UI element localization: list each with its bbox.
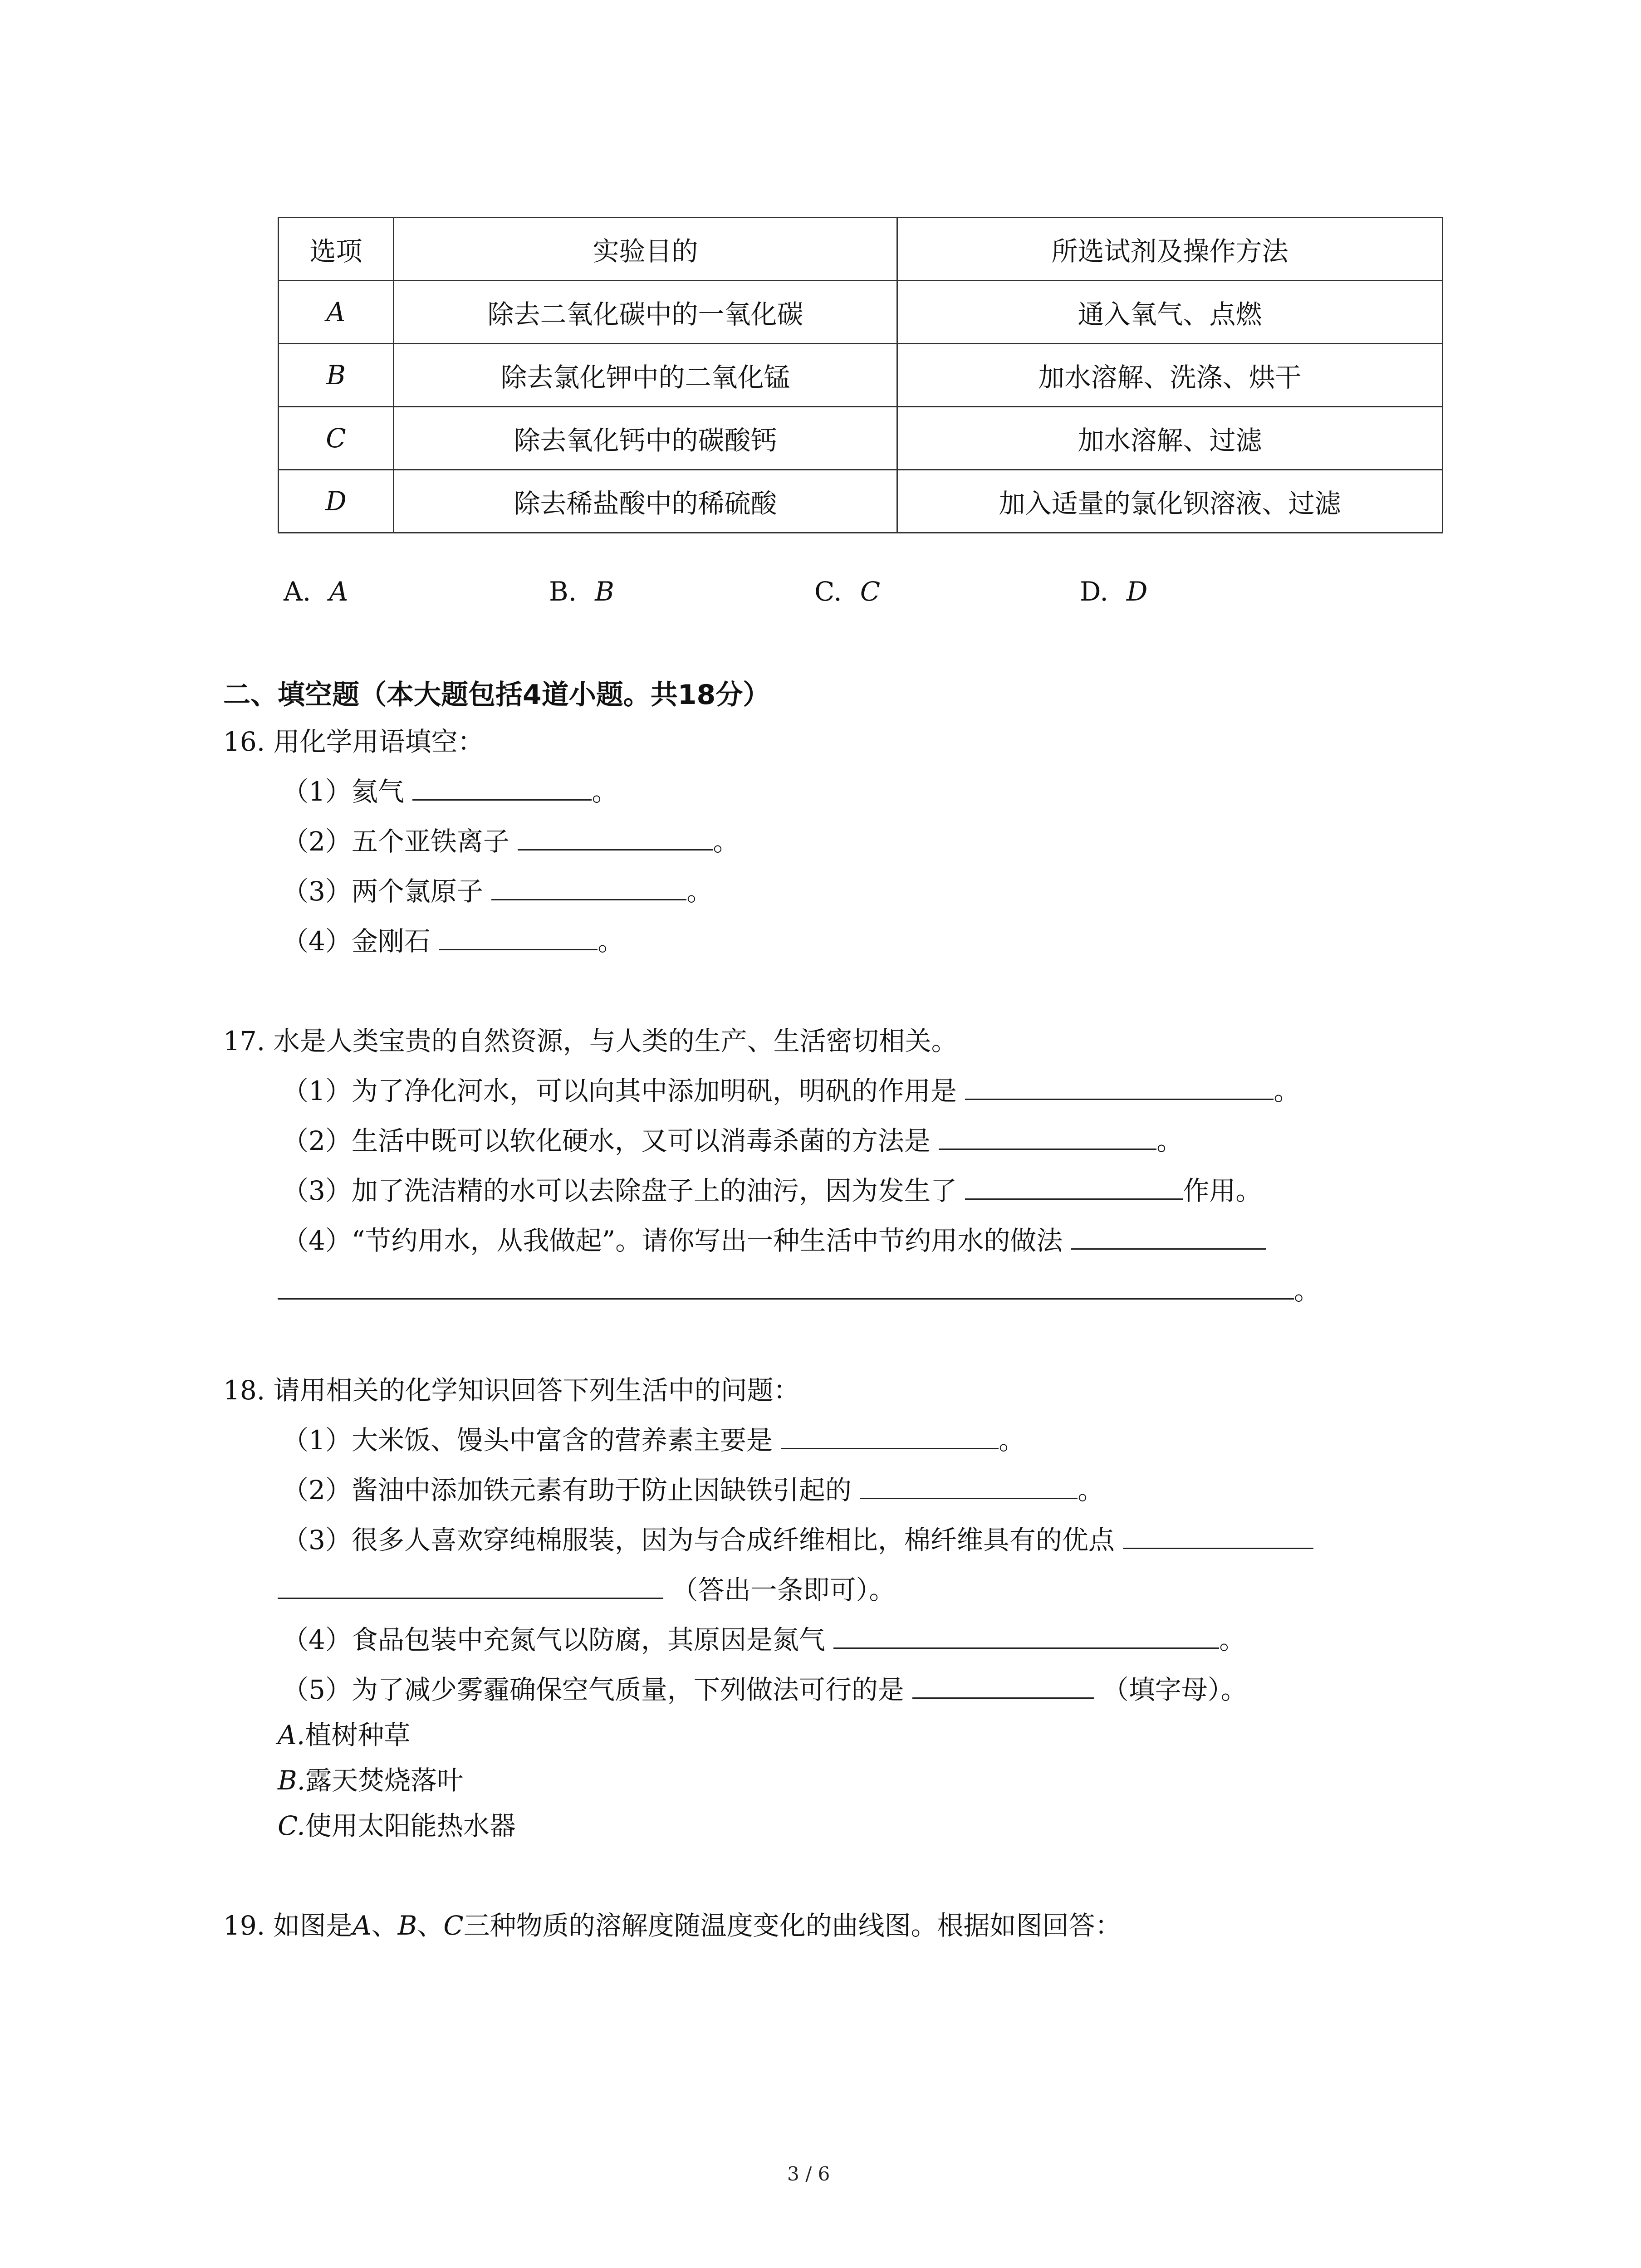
answer-blank[interactable]: [278, 1574, 663, 1599]
choice-label: D.: [1080, 576, 1108, 607]
answer-blank[interactable]: [518, 826, 713, 850]
table-cell-purpose: 除去氯化钾中的二氧化锰: [394, 344, 897, 407]
answer-blank[interactable]: [833, 1624, 1219, 1649]
q18-stem: 18. 请用相关的化学知识回答下列生活中的问题：: [223, 1375, 800, 1406]
answer-blank[interactable]: [1123, 1524, 1313, 1549]
table-header-row: [279, 218, 1443, 281]
q18-option-b[interactable]: B.露天焚烧落叶: [278, 1765, 464, 1796]
answer-blank[interactable]: [439, 925, 598, 950]
table-cell-method: 加水溶解、洗涤、烘干: [897, 344, 1443, 407]
q18-item-1: （1）大米饭、馒头中富含的营养素主要是 。: [282, 1425, 1025, 1456]
table-cell-option: C: [279, 407, 394, 470]
q17-item-3: （3）加了洗洁精的水可以去除盘子上的油污，因为发生了 作用。: [282, 1175, 1262, 1206]
table-cell-purpose: 除去二氧化碳中的一氧化碳: [394, 281, 897, 344]
answer-blank[interactable]: [939, 1125, 1156, 1150]
q18-item-3: （3）很多人喜欢穿纯棉服装，因为与合成纤维相比，棉纤维具有的优点: [282, 1524, 1313, 1556]
options-table: [278, 217, 1443, 533]
q18-option-a[interactable]: A.植树种草: [278, 1720, 411, 1750]
answer-blank[interactable]: [965, 1175, 1183, 1200]
choice-label: B.: [549, 576, 577, 607]
q16-item-1: （1）氦气 。: [282, 776, 618, 807]
answer-blank[interactable]: [912, 1674, 1094, 1699]
table-row: [279, 470, 1443, 533]
table-cell-option: B: [279, 344, 394, 407]
q16-item-3: （3）两个氯原子 。: [282, 876, 713, 907]
q18-item-5: （5）为了减少雾霾确保空气质量，下列做法可行的是 （填字母）。: [282, 1674, 1247, 1705]
q16-item-text: （1）氦气: [282, 776, 404, 807]
q16-item-text: （3）两个氯原子: [282, 876, 483, 907]
choice-value: C: [860, 576, 881, 607]
table-header-cell: 选项: [279, 218, 394, 281]
answer-blank[interactable]: [1071, 1225, 1266, 1250]
q17-item-1: （1）为了净化河水，可以向其中添加明矾，明矾的作用是 。: [282, 1075, 1300, 1106]
choice-c[interactable]: [814, 576, 880, 607]
table-cell-option: A: [279, 281, 394, 344]
q18-option-c[interactable]: C.使用太阳能热水器: [278, 1810, 516, 1841]
table-cell-method: 加水溶解、过滤: [897, 407, 1443, 470]
q16-item-text: （2）五个亚铁离子: [282, 826, 509, 857]
q16-item-2: （2）五个亚铁离子 。: [282, 826, 740, 857]
table-cell-method: 通入氧气、点燃: [897, 281, 1443, 344]
q18-item-2: （2）酱油中添加铁元素有助于防止因缺铁引起的 。: [282, 1475, 1104, 1505]
answer-blank[interactable]: [965, 1075, 1274, 1100]
q16-stem: 16. 用化学用语填空：: [223, 726, 484, 757]
choice-value: B: [595, 576, 614, 607]
q17-item-2: （2）生活中既可以软化硬水，又可以消毒杀菌的方法是 。: [282, 1125, 1183, 1156]
table-row: [279, 344, 1443, 407]
table-cell-method: 加入适量的氯化钡溶液、过滤: [897, 470, 1443, 533]
answer-blank[interactable]: [860, 1474, 1078, 1499]
answer-blank[interactable]: [278, 1275, 1294, 1300]
table-cell-option: D: [279, 470, 394, 533]
choice-a[interactable]: [284, 576, 348, 607]
q16-item-text: （4）金刚石: [282, 926, 431, 957]
choice-b[interactable]: [549, 576, 614, 607]
q17-item-4: （4）“节约用水，从我做起”。请你写出一种生活中节约用水的做法: [282, 1225, 1266, 1256]
table-header-cell: 实验目的: [394, 218, 897, 281]
page-number: 3 / 6: [787, 2163, 830, 2185]
choice-d[interactable]: [1080, 576, 1147, 607]
answer-blank[interactable]: [491, 875, 686, 900]
q16-item-4: （4）金刚石 。: [282, 926, 624, 957]
choice-label: A.: [284, 576, 311, 607]
q17-stem: 17. 水是人类宝贵的自然资源，与人类的生产、生活密切相关。: [223, 1026, 958, 1056]
table-row: [279, 281, 1443, 344]
q19-stem: 19. 如图是A、B、C三种物质的溶解度随温度变化的曲线图。根据如图回答：: [223, 1910, 1122, 1941]
q17-item-4-cont: 。: [278, 1275, 1320, 1306]
section-title: 二、填空题（本大题包括4道小题。共18分）: [223, 679, 770, 711]
choice-value: A: [329, 576, 348, 607]
answer-blank[interactable]: [412, 776, 592, 801]
table-cell-purpose: 除去稀盐酸中的稀硫酸: [394, 470, 897, 533]
choice-label: C.: [814, 576, 842, 607]
q18-item-3-cont: （答出一条即可）。: [278, 1574, 895, 1606]
choice-value: D: [1126, 576, 1148, 607]
q18-item-4: （4）食品包装中充氮气以防腐，其原因是氮气 。: [282, 1624, 1246, 1655]
table-header-cell: 所选试剂及操作方法: [897, 218, 1443, 281]
answer-blank[interactable]: [781, 1424, 999, 1449]
table-row: [279, 407, 1443, 470]
table-cell-purpose: 除去氧化钙中的碳酸钙: [394, 407, 897, 470]
